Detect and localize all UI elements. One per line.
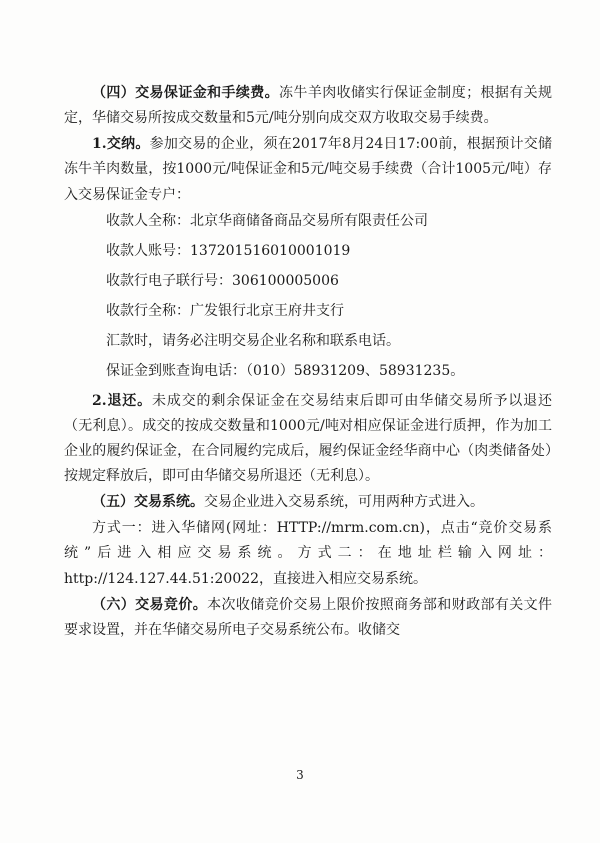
section-5-method: 方式一：进入华储网(网址：HTTP://mrm.com.cn)，点击“竞价交易系统”后进入相应交易系统。方式二：在地址栏输入网址：http://124.127.44.51:20022，直接进入相应交易系统。 bbox=[64, 520, 552, 587]
section-6-body: 本次收储竞价交易上限价按照商务部和财政部有关文件要求设置，并在华储交易所电子交易系统公布。收储交 bbox=[64, 596, 553, 638]
payee-account: 收款人账号：13720151601000101​9 bbox=[106, 242, 351, 259]
item-2-paragraph bbox=[64, 389, 552, 490]
section-6-heading: （六）交易竞价。 bbox=[92, 596, 208, 613]
section-5-body: 交易企业进入交易系统，可用两种方式进入。 bbox=[204, 494, 484, 511]
item-2-heading: 2.退还。 bbox=[92, 392, 152, 409]
remit-note: 汇款时，请务必注明交易企业名称和联系电话。 bbox=[106, 332, 400, 349]
document-body bbox=[64, 81, 552, 644]
item-1-paragraph bbox=[64, 132, 552, 208]
query-phone: 保证金到账查询电话：（010）58931209、58931235。 bbox=[106, 362, 465, 379]
bank-name: 收款行全称：广发银行北京王府井支行 bbox=[106, 302, 344, 319]
section-4-heading: （四）交易保证金和手续费。 bbox=[92, 85, 280, 101]
item-1-heading: 1.交纳。 bbox=[92, 136, 150, 153]
section-4-body: 冻牛羊肉收储实行保证金制度；根据有关规定，华储交易所按成交数量和5元/吨分别向成交双方收取交易手续费。 bbox=[64, 85, 553, 127]
section-5-paragraph bbox=[64, 490, 552, 515]
section-6-paragraph bbox=[64, 593, 552, 643]
payee-name: 收款人全称：北京华商储备商品交易所有限责任公司 bbox=[106, 212, 428, 229]
section-4-paragraph bbox=[64, 81, 552, 131]
item-1-body: 参加交易的企业，须在2017年8月24日17:00前，根据预计交储冻牛羊肉数量，按1000元/吨保证金和5元/吨交易手续费（合计1005元/吨）存入交易保证金专户： bbox=[64, 136, 552, 203]
bank-code: 收款行电子联行号：306100005006 bbox=[106, 272, 339, 289]
item-2-body: 未成交的剩余保证金在交易结束后即可由华储交易所予以退还（无利息）。成交的按成交数量和1000元/吨对相应保证金进行质押，作为加工企业的履约保证金，在合同履约完成后，履约保证金经华商中心（肉类储备处）按规定释放后，即可由华储交易所退还（无利息）。 bbox=[64, 392, 552, 485]
section-5-heading: （五）交易系统。 bbox=[92, 494, 204, 511]
page-number: 3 bbox=[296, 768, 304, 782]
